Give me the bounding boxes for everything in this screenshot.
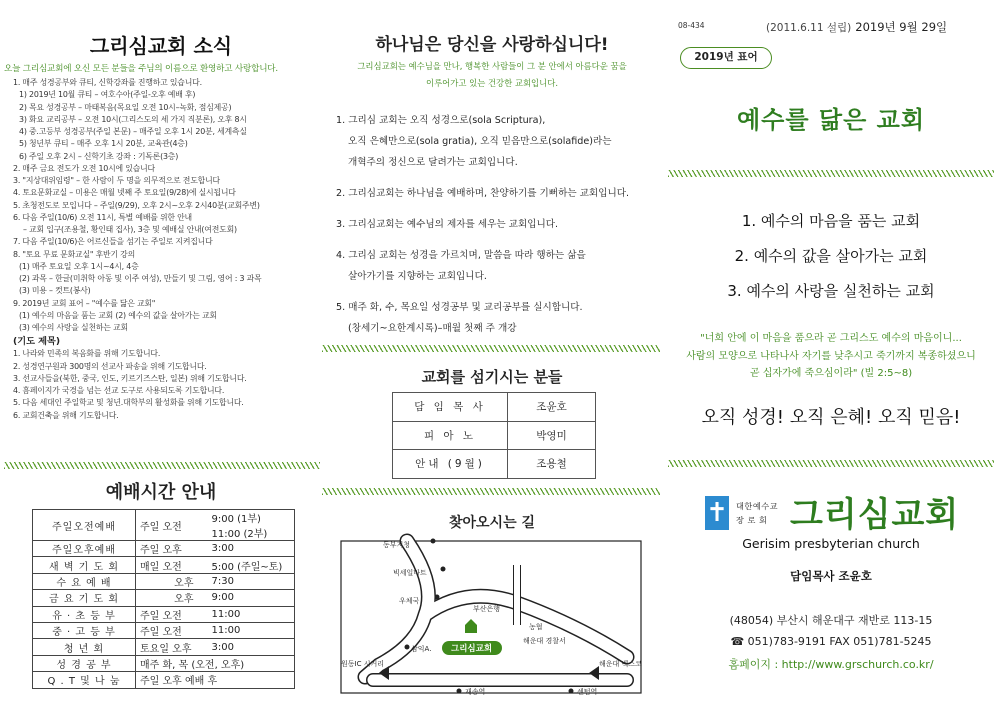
verse-line: 곧 십자가에 죽으심이라" (빌 2:5~8): [749, 368, 913, 379]
label-bigsale: 빅세일마트: [393, 569, 427, 577]
middle-panel: [322, 0, 662, 707]
love-subtitle-line: 그리심교회는 예수님을 만나, 행복한 사람들이 그 분 안에서 아름다운 꿈을: [357, 61, 627, 71]
bulletin-date: 2019년 9월 29일: [855, 20, 948, 34]
location-map: [337, 525, 647, 695]
sola-slogan: 오직 성경! 오직 은혜! 오직 믿음!: [701, 407, 961, 428]
worship-time: [198, 639, 295, 655]
creed-list: [336, 110, 656, 349]
staff-row: [393, 450, 596, 479]
prayer-item: 3. 선교사들을(북한, 중국, 인도, 키르기즈스탄, 일본) 위해 기도합니다.: [13, 373, 247, 383]
address: (48054) 부산시 해운대구 재반로 113-15: [729, 614, 933, 627]
label-dongbu: 동부지청: [383, 541, 411, 549]
love-subtitle: [332, 58, 652, 92]
worship-time: [198, 557, 295, 573]
label-police: 해운대 경찰서: [523, 637, 566, 645]
label-centum: 센텀역: [577, 688, 598, 695]
worship-time: [198, 606, 295, 622]
creed-line: 3. 그리심교회는 예수님의 제자를 세우는 교회입니다.: [336, 219, 559, 230]
worship-name: 주일오후예배: [33, 541, 136, 557]
denomination-line: 대한예수교: [736, 501, 779, 511]
worship-row: [33, 590, 295, 606]
worship-row: [33, 541, 295, 557]
goal-item: 3. 예수의 사랑을 실천하는 교회: [727, 282, 935, 300]
worship-day: 매주 화, 목 (오전, 오후): [136, 655, 295, 671]
staff-table: [392, 392, 596, 479]
homepage-link[interactable]: 홈페이지 : http://www.grschurch.co.kr/: [728, 658, 934, 671]
news-item: 2) 목요 성경공부 – 마태복음(목요일 오전 10시–녹화, 점심제공): [19, 102, 232, 112]
welcome-message: 오늘 그리심교회에 오신 모든 분들을 주님의 이름으로 환영하고 사랑합니다.: [4, 64, 278, 74]
church-logo: [705, 496, 729, 530]
registration-number: 08-434: [678, 21, 705, 30]
label-samik: 삼익A.: [411, 645, 432, 653]
verse-line: 사람의 모양으로 나타나사 자기를 낮추시고 죽기까지 복종하셨으니: [686, 350, 976, 362]
worship-name: 금 요 기 도 회: [33, 590, 136, 606]
staff-row: [393, 421, 596, 450]
prayer-item: 2. 성경연구원과 300명의 선교사 파송을 위해 기도합니다.: [13, 361, 207, 371]
map-dot: [431, 539, 436, 544]
divider: [322, 345, 660, 352]
news-item: 1. 매주 성경공부와 큐티, 신학강좌를 진행하고 있습니다.: [13, 78, 202, 87]
creed-item: [336, 297, 656, 339]
news-item: (2) 과목 – 한글(미취학 아동 및 이주 여성), 만들기 및 그림, 영어 : 3 과목: [19, 274, 262, 283]
prayer-item: 4. 흠페이지가 국경을 넘는 선교 도구로 사용되도록 기도합니다.: [13, 386, 225, 395]
worship-time-line: 11:00: [211, 608, 241, 620]
staff-role: 담 임 목 사: [393, 393, 508, 422]
creed-line: (창세기~요한계시록)–매월 첫째 주 개강: [348, 323, 517, 334]
creed-line: 1. 그리심 교회는 오직 성경으로(sola Scriptura),: [336, 115, 546, 126]
news-item: 4) 중.고등부 성경공부(주일 본문) – 매주일 오후 1시 20분, 세계측실: [19, 127, 247, 136]
news-item: 5. 초청전도로 모입니다 – 주일(9/29), 오후 2시~오후 2시40분(교회주변): [13, 200, 260, 210]
worship-row: [33, 672, 295, 688]
phone-fax: ☎ 051)783-9191 FAX 051)781-5245: [730, 635, 932, 648]
church-english-name: Gerisim presbyterian church: [742, 536, 920, 551]
creed-line: 살아가기를 지향하는 교회입니다.: [348, 271, 487, 282]
worship-table: [32, 509, 295, 689]
worship-day: 주일 오전: [136, 510, 198, 541]
motto-badge: 2019년 표어: [680, 47, 772, 69]
cross-icon: ✝: [706, 498, 728, 528]
map-dot: [405, 645, 410, 650]
goals-list: [662, 204, 1000, 309]
news-item: (3) 예수의 사랑을 실천하는 교회: [19, 323, 128, 332]
news-item: 7. 다음 주일(10/6)은 어르신들을 섬기는 주일로 지켜집니다: [13, 237, 213, 247]
pastor-name: 담임목사 조윤호: [790, 569, 872, 583]
denomination-line: 장 로 회: [736, 515, 768, 525]
worship-day: 주일 오전: [136, 622, 198, 638]
worship-day: 주일 오전: [136, 606, 198, 622]
worship-time: [198, 622, 295, 638]
worship-day: 오후: [136, 573, 198, 589]
worship-title: 예배시간 안내: [105, 482, 217, 503]
serve-title: 교회를 섬기시는 분들: [421, 368, 563, 386]
creed-line: 4. 그리심 교회는 성경을 가르치며, 말씀을 따라 행하는 삶을: [336, 250, 586, 261]
worship-row: [33, 655, 295, 671]
worship-time: [198, 590, 295, 606]
founded-date: (2011.6.11 설립): [766, 22, 852, 34]
left-panel: [0, 0, 322, 707]
news-item: 2. 매주 금요 전도가 오전 10시에 있습니다: [13, 163, 155, 173]
worship-name: 새 벽 기 도 회: [33, 557, 136, 573]
label-busan-bank: 부산은행: [473, 605, 501, 613]
creed-item: [336, 183, 656, 204]
worship-row: [33, 622, 295, 638]
creed-item: [336, 110, 656, 173]
denomination: [736, 499, 778, 527]
news-item: (3) 미용 – 컷트(봉사): [19, 286, 91, 296]
divider: [4, 462, 320, 469]
creed-line: 오직 은혜만으로(sola gratia), 오직 믿음만으로(solafide)라는: [348, 136, 612, 147]
worship-day: 매일 오전: [136, 557, 198, 573]
map-dot: [441, 567, 446, 572]
worship-time: [198, 573, 295, 589]
map-dot: [569, 689, 574, 694]
label-nonghyup: 농협: [529, 623, 543, 631]
divider: [322, 488, 660, 495]
news-item: 4. 토요문화교실 – 미용은 매월 넷째 주 토요일(9/28)에 실시됩니다: [13, 188, 236, 198]
prayer-title: (기도 제목): [13, 336, 61, 348]
news-item: 6. 다음 주일(10/6) 오전 11시, 특별 예배를 위한 안내: [13, 212, 192, 222]
news-item: 6) 주일 오후 2시 – 신학기초 강좌 : 기독론(3층): [19, 151, 179, 161]
worship-day: 토요일 오후: [136, 639, 198, 655]
verse-line: "너희 안에 이 마음을 품으라 곧 그리스도 예수의 마음이니...: [700, 333, 962, 344]
label-wondong: 원동IC 시거리: [341, 660, 384, 668]
news-item: (1) 매주 토요일 오후 1시~4시, 4층: [19, 261, 139, 271]
map-title: 찾아오시는 길: [448, 515, 536, 531]
goal-item: 2. 예수의 값을 살아가는 교회: [734, 247, 928, 265]
worship-time: [198, 510, 295, 541]
news-item: 3) 화요 교리공부 – 오전 10시(그리스도의 세 가지 직분론), 오후 8시: [19, 114, 247, 124]
news-item: 3. "지상대위임령" – 한 사람이 두 명을 의무적으로 전도합니다: [13, 176, 220, 185]
prayer-item: 5. 다음 세대인 주일학교 및 청년.대학부의 활성화를 위해 기도합니다.: [13, 398, 244, 408]
news-list: [13, 77, 318, 422]
worship-time-line: 7:30: [211, 575, 234, 587]
creed-line: 2. 그리심교회는 하나님을 예배하며, 찬양하기를 기뻐하는 교회입니다.: [336, 188, 630, 199]
news-item: 8. "토요 무료 문화교실" 후반기 강의: [13, 249, 136, 259]
news-item: (1) 예수의 마음을 품는 교회 (2) 예수의 값을 살아가는 교회: [19, 310, 217, 320]
love-title: 하나님은 당신을 사랑하십니다!: [375, 35, 609, 55]
bible-verse: [668, 330, 994, 383]
map-dot: [457, 689, 462, 694]
worship-name: 청 년 회: [33, 639, 136, 655]
news-title: 그리심교회 소식: [89, 34, 233, 58]
worship-time-line: 9:00 (1부): [211, 514, 261, 525]
worship-day: 주일 오후: [136, 541, 198, 557]
label-jaesong: 재송역: [465, 688, 486, 695]
worship-day: 주일 오후 예배 후: [136, 672, 295, 688]
worship-time-line: 3:00: [211, 641, 234, 653]
creed-item: [336, 245, 656, 287]
staff-role: 피 아 노: [393, 421, 508, 450]
worship-row: [33, 573, 295, 589]
right-panel: [662, 0, 1000, 707]
worship-row: [33, 639, 295, 655]
divider: [668, 170, 994, 177]
worship-time-line: 5:00 (주일~토): [211, 561, 283, 573]
staff-name: 박영미: [508, 421, 596, 450]
news-item: 9. 2019년 교회 표어 – "예수를 닮은 교회": [13, 298, 156, 308]
staff-row: [393, 393, 596, 422]
creed-item: [336, 214, 656, 235]
worship-name: Q . T 및 나 눔: [33, 672, 136, 688]
worship-row: [33, 606, 295, 622]
news-item: – 교회 입구(조용철, 황인태 집사), 3층 및 예배실 안내(여전도회): [23, 225, 237, 234]
worship-name: 성 경 공 부: [33, 655, 136, 671]
worship-time-line: 11:00: [211, 625, 241, 637]
church-name: 그리심교회: [790, 495, 960, 535]
worship-time-line: 11:00 (2부): [211, 529, 268, 540]
worship-name: 중 · 고 등 부: [33, 622, 136, 638]
news-item: 1) 2019년 10월 큐티 – 여호수아(주일-오후 예배 후): [19, 90, 196, 100]
news-item: 5) 청년부 큐티 – 매주 오후 1시 20분, 교육관(4층): [19, 139, 188, 149]
worship-name: 주일오전예배: [33, 510, 136, 541]
staff-role: 안내 (9월): [393, 450, 508, 479]
love-subtitle-line: 이루어가고 있는 건강한 교회입니다.: [425, 78, 558, 88]
goal-item: 1. 예수의 마음을 품는 교회: [741, 212, 921, 230]
prayer-item: 6. 교회건축을 위해 기도합니다.: [13, 410, 119, 420]
creed-line: 개혁주의 정신으로 달려가는 교회입니다.: [348, 157, 518, 168]
creed-line: 5. 매주 화, 수, 목요일 성경공부 및 교리공부를 실시합니다.: [336, 302, 583, 313]
worship-name: 유 · 초 등 부: [33, 606, 136, 622]
worship-time-line: 9:00: [211, 592, 234, 604]
founded-and-date: [766, 19, 947, 35]
staff-name: 조용철: [508, 450, 596, 479]
label-church: 그리심교회: [451, 644, 493, 654]
worship-row: [33, 510, 295, 541]
worship-time: [198, 541, 295, 557]
label-haeundae: 해운대 벡스코: [599, 660, 642, 668]
divider: [668, 460, 994, 467]
prayer-item: 1. 나라와 민족의 복음화를 위해 기도합니다.: [13, 349, 161, 359]
worship-name: 수 요 예 배: [33, 573, 136, 589]
motto: 예수를 닮은 교회: [737, 106, 925, 134]
map-dot: [435, 595, 440, 600]
worship-row: [33, 557, 295, 573]
worship-time-line: 3:00: [211, 543, 234, 555]
label-post-office: 우체국: [399, 597, 420, 605]
worship-day: 오후: [136, 590, 198, 606]
staff-name: 조윤호: [508, 393, 596, 422]
